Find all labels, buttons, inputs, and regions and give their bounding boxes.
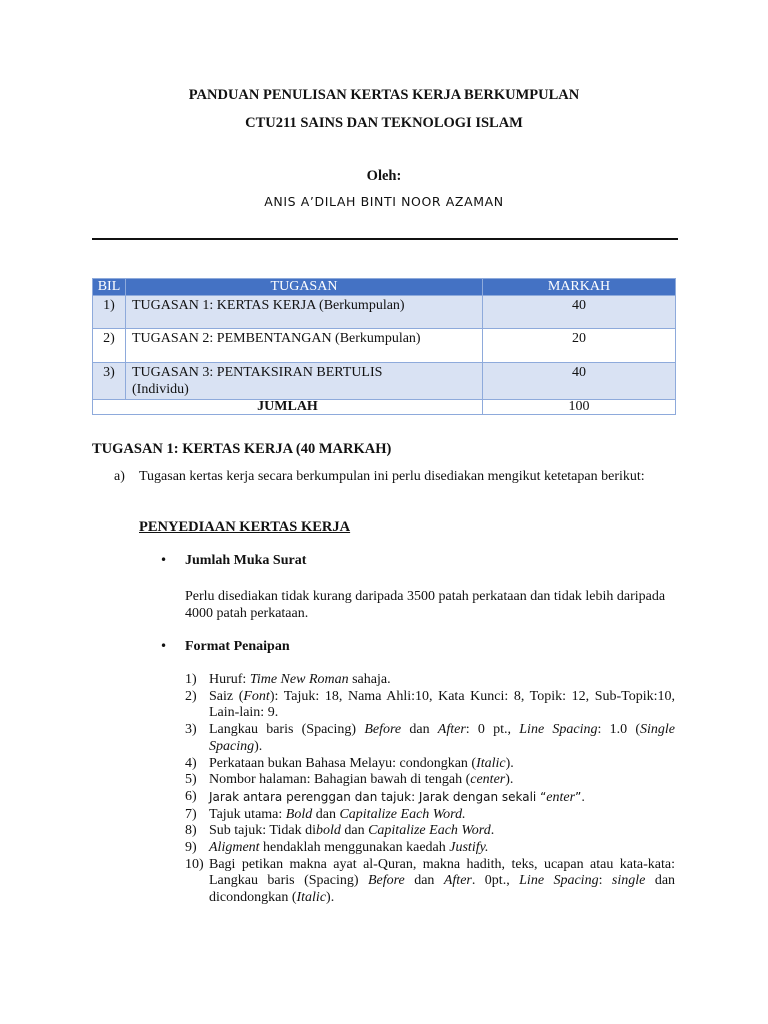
list-number: 1) (185, 672, 197, 687)
list-number: 8) (185, 823, 197, 839)
list-number: 9) (185, 840, 197, 856)
list-number: 3) (185, 722, 197, 738)
list-number: 5) (185, 772, 197, 788)
row-markah: 20 (483, 329, 676, 363)
row-tugasan (126, 363, 483, 400)
list-item: 4) Perkataan bukan Bahasa Melayu: condongkan (Italic). (185, 755, 514, 771)
item-a-text: Tugasan kertas kerja secara berkumpulan ini perlu disediakan mengikut ketetapan berikut: (139, 469, 645, 484)
bullet-label: Jumlah Muka Surat (185, 553, 307, 568)
author-prefix: Oleh: (366, 168, 402, 184)
item-a-label: a) (114, 469, 125, 484)
bullet-format-penaipan (160, 639, 290, 655)
list-item: 6) Jarak antara perenggan dan tajuk: Jarak dengan sekali “enter”. (185, 788, 586, 805)
subsection-heading: PENYEDIAAN KERTAS KERJA (139, 519, 351, 535)
format-list (185, 672, 675, 907)
list-item: 8) Sub tajuk: Tidak dibold dan Capitalize Each Word. (185, 823, 495, 839)
row-bil: 1) (93, 296, 126, 329)
row-tugasan-line2: (Individu) (132, 382, 189, 397)
row-tugasan: TUGASAN 2: PEMBENTANGAN (Berkumpulan) (126, 329, 483, 363)
item-a (114, 468, 678, 485)
row-bil: 3) (93, 363, 126, 400)
list-item: 3) Langkau baris (Spacing) Before dan After: 0 pt., Line Spacing: 1.0 (Single Spacing). (185, 722, 676, 754)
header-markah: MARKAH (483, 279, 676, 296)
table-row (93, 363, 676, 400)
bullet-jumlah-muka-surat (160, 553, 306, 569)
table-total-row (93, 400, 676, 415)
list-item: 2) Saiz (Font): Tajuk: 18, Nama Ahli:10, Kata Kunci: 8, Topik: 12, Sub-Topik:10, Lain-lain: 9. (185, 688, 676, 721)
row-tugasan: TUGASAN 1: KERTAS KERJA (Berkumpulan) (126, 296, 483, 329)
course-title: CTU211 SAINS DAN TEKNOLOGI ISLAM (245, 115, 523, 131)
list-item: 7) Tajuk utama: Bold dan Capitalize Each Word. (185, 806, 466, 822)
list-number: 4) (185, 755, 197, 771)
bullet-icon: • (160, 639, 168, 653)
total-value: 100 (483, 400, 676, 415)
total-label: JUMLAH (93, 400, 483, 415)
header-bil: BIL (93, 279, 126, 296)
word-count-paragraph: Perlu disediakan tidak kurang daripada 3500 patah perkataan dan tidak lebih daripada 4000 patah perkataan. (185, 589, 666, 621)
list-number: 6) (185, 788, 197, 804)
table-row (93, 329, 676, 363)
author-name: ANIS A’DILAH BINTI NOOR AZAMAN (264, 194, 504, 209)
list-number: 10) (185, 856, 204, 872)
list-item: 9) Aligment hendaklah menggunakan kaedah Justify. (185, 840, 489, 856)
list-item: 5) Nombor halaman: Bahagian bawah di tengah (center). (185, 772, 514, 788)
list-number: 2) (185, 688, 197, 704)
list-item: 1) Huruf: Time New Roman sahaja. (185, 672, 391, 687)
header-tugasan: TUGASAN (126, 279, 483, 296)
bullet-label: Format Penaipan (185, 639, 290, 654)
table-header-row (93, 279, 676, 296)
row-bil: 2) (93, 329, 126, 363)
document-title: PANDUAN PENULISAN KERTAS KERJA BERKUMPULAN (188, 87, 580, 103)
header-divider (92, 238, 678, 240)
row-tugasan-line1: TUGASAN 3: PENTAKSIRAN BERTULIS (132, 365, 383, 380)
list-item: 10) Bagi petikan makna ayat al-Quran, makna hadith, teks, ucapan atau kata-kata: Langkau baris (Spacing) Before dan After. 0pt., Line Spacing: single dan dicondongkan (Italic). (185, 856, 676, 906)
table-row (93, 296, 676, 329)
row-markah: 40 (483, 363, 676, 400)
list-number: 7) (185, 806, 197, 822)
bullet-icon: • (160, 553, 168, 567)
section-heading: TUGASAN 1: KERTAS KERJA (40 MARKAH) (92, 441, 392, 457)
row-markah: 40 (483, 296, 676, 329)
marks-table (92, 278, 676, 415)
